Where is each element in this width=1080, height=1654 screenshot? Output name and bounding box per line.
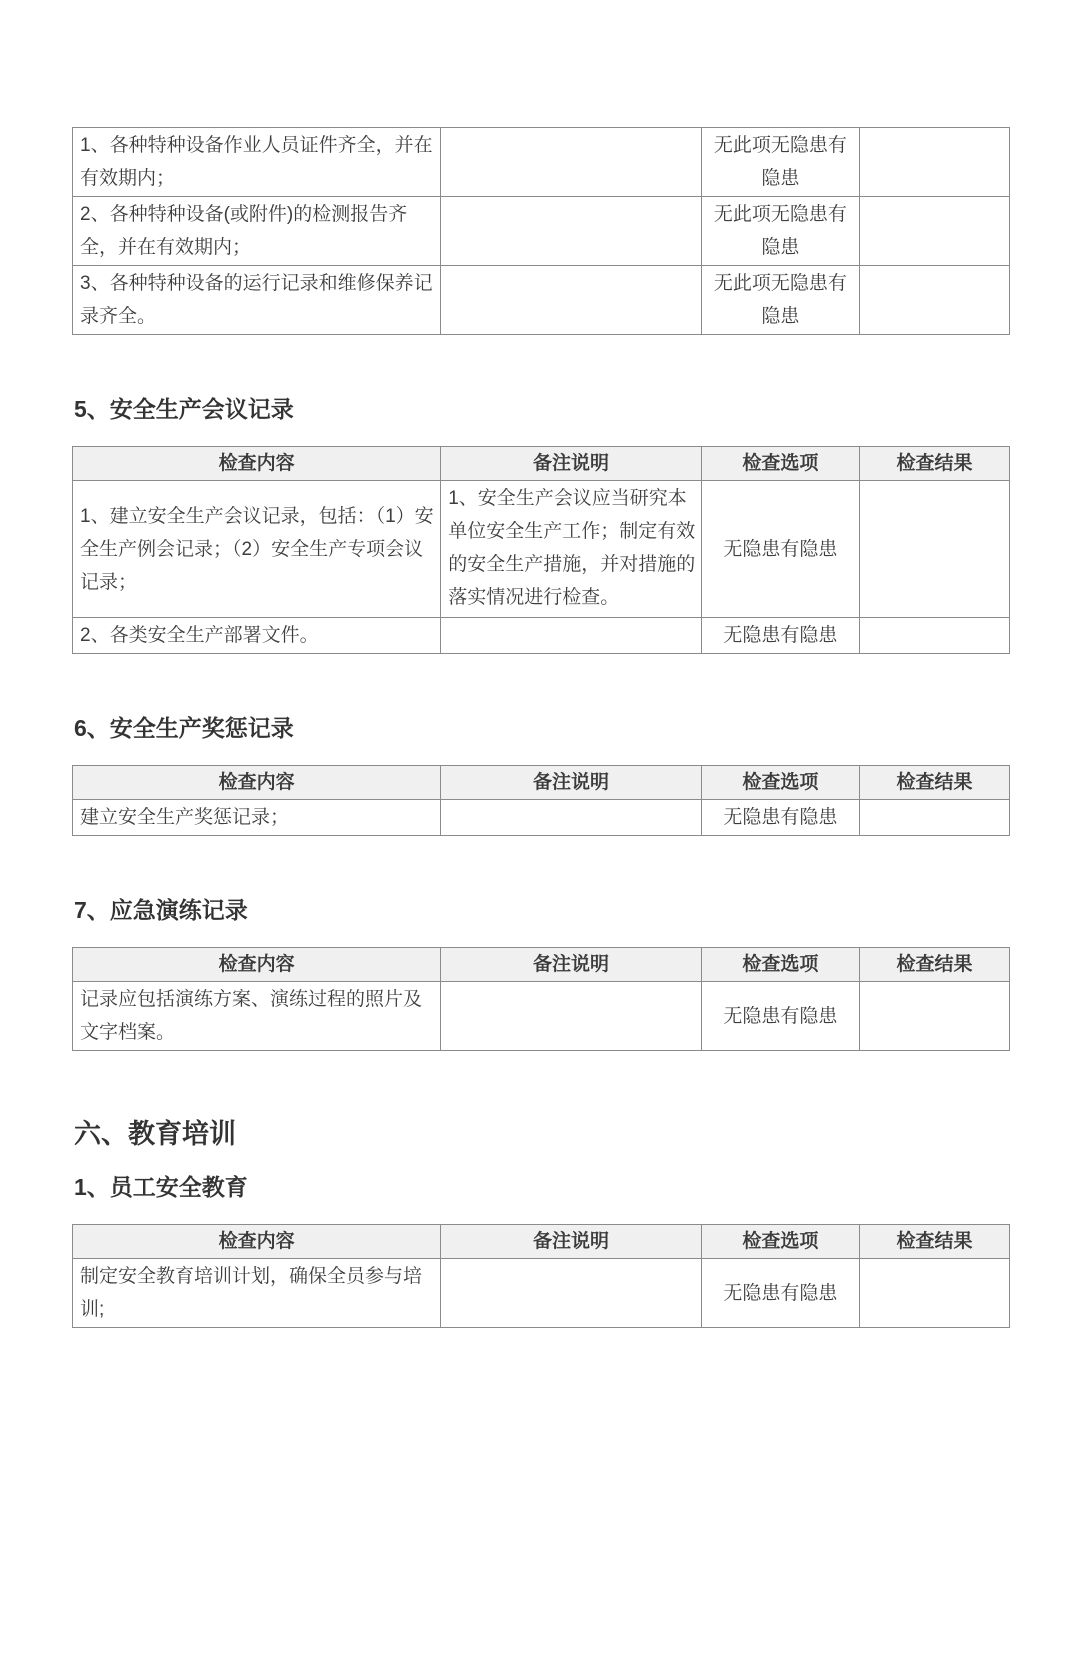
note-cell (441, 800, 701, 836)
table-row (73, 800, 1010, 836)
table-row (73, 266, 1010, 335)
options-cell: 无隐患有隐患 (701, 800, 859, 836)
note-cell: 1、安全生产会议应当研究本单位安全生产工作；制定有效的安全生产措施，并对措施的落实情况进行检查。 (441, 481, 701, 618)
note-cell (441, 982, 701, 1051)
note-cell (441, 197, 701, 266)
document-page (0, 127, 1080, 1328)
table-header-row (73, 766, 1010, 800)
options-cell: 无隐患有隐患 (701, 618, 859, 654)
options-cell: 无隐患有隐患 (701, 481, 859, 618)
column-header-content: 检查内容 (73, 447, 441, 481)
table-row (73, 618, 1010, 654)
column-header-result: 检查结果 (860, 447, 1010, 481)
options-cell: 无此项无隐患有隐患 (701, 197, 859, 266)
column-header-content: 检查内容 (73, 766, 441, 800)
column-header-content: 检查内容 (73, 948, 441, 982)
check-content-cell: 建立安全生产奖惩记录； (73, 800, 441, 836)
table-header-row (73, 447, 1010, 481)
note-cell (441, 128, 701, 197)
result-cell (860, 197, 1010, 266)
result-cell (860, 1259, 1010, 1328)
column-header-note: 备注说明 (441, 948, 701, 982)
check-content-cell: 3、各种特种设备的运行记录和维修保养记录齐全。 (73, 266, 441, 335)
reward-punishment-table (72, 765, 1010, 836)
check-content-cell: 1、建立安全生产会议记录，包括：（1）安全生产例会记录；（2）安全生产专项会议记录； (73, 481, 441, 618)
column-header-note: 备注说明 (441, 1225, 701, 1259)
check-content-cell: 1、各种特种设备作业人员证件齐全，并在有效期内； (73, 128, 441, 197)
table-header-row (73, 948, 1010, 982)
table-row (73, 1259, 1010, 1328)
subsection-1-heading: 1、员工安全教育 (74, 1174, 248, 1200)
result-cell (860, 128, 1010, 197)
section-7-heading: 7、应急演练记录 (74, 897, 248, 923)
check-content-cell: 制定安全教育培训计划，确保全员参与培训; (73, 1259, 441, 1328)
table-row (73, 128, 1010, 197)
column-header-result: 检查结果 (860, 766, 1010, 800)
table-row (73, 982, 1010, 1051)
result-cell (860, 800, 1010, 836)
result-cell (860, 982, 1010, 1051)
column-header-options: 检查选项 (701, 766, 859, 800)
column-header-note: 备注说明 (441, 766, 701, 800)
check-content-cell: 2、各类安全生产部署文件。 (73, 618, 441, 654)
options-cell: 无隐患有隐患 (701, 1259, 859, 1328)
column-header-note: 备注说明 (441, 447, 701, 481)
note-cell (441, 618, 701, 654)
column-header-result: 检查结果 (860, 948, 1010, 982)
special-equipment-continuation-table (72, 127, 1010, 335)
table-row (73, 481, 1010, 618)
result-cell (860, 618, 1010, 654)
result-cell (860, 481, 1010, 618)
table-header-row (73, 1225, 1010, 1259)
table-row (73, 197, 1010, 266)
result-cell (860, 266, 1010, 335)
meeting-records-table (72, 446, 1010, 654)
emergency-drill-table (72, 947, 1010, 1051)
column-header-content: 检查内容 (73, 1225, 441, 1259)
check-content-cell: 2、各种特种设备(或附件)的检测报告齐全，并在有效期内； (73, 197, 441, 266)
column-header-options: 检查选项 (701, 948, 859, 982)
column-header-options: 检查选项 (701, 1225, 859, 1259)
column-header-options: 检查选项 (701, 447, 859, 481)
options-cell: 无隐患有隐患 (701, 982, 859, 1051)
column-header-result: 检查结果 (860, 1225, 1010, 1259)
options-cell: 无此项无隐患有隐患 (701, 266, 859, 335)
options-cell: 无此项无隐患有隐患 (701, 128, 859, 197)
note-cell (441, 266, 701, 335)
chapter-heading: 六、教育培训 (74, 1119, 236, 1149)
employee-safety-education-table (72, 1224, 1010, 1328)
section-6-heading: 6、安全生产奖惩记录 (74, 715, 294, 741)
note-cell (441, 1259, 701, 1328)
section-5-heading: 5、安全生产会议记录 (74, 396, 294, 422)
check-content-cell: 记录应包括演练方案、演练过程的照片及文字档案。 (73, 982, 441, 1051)
